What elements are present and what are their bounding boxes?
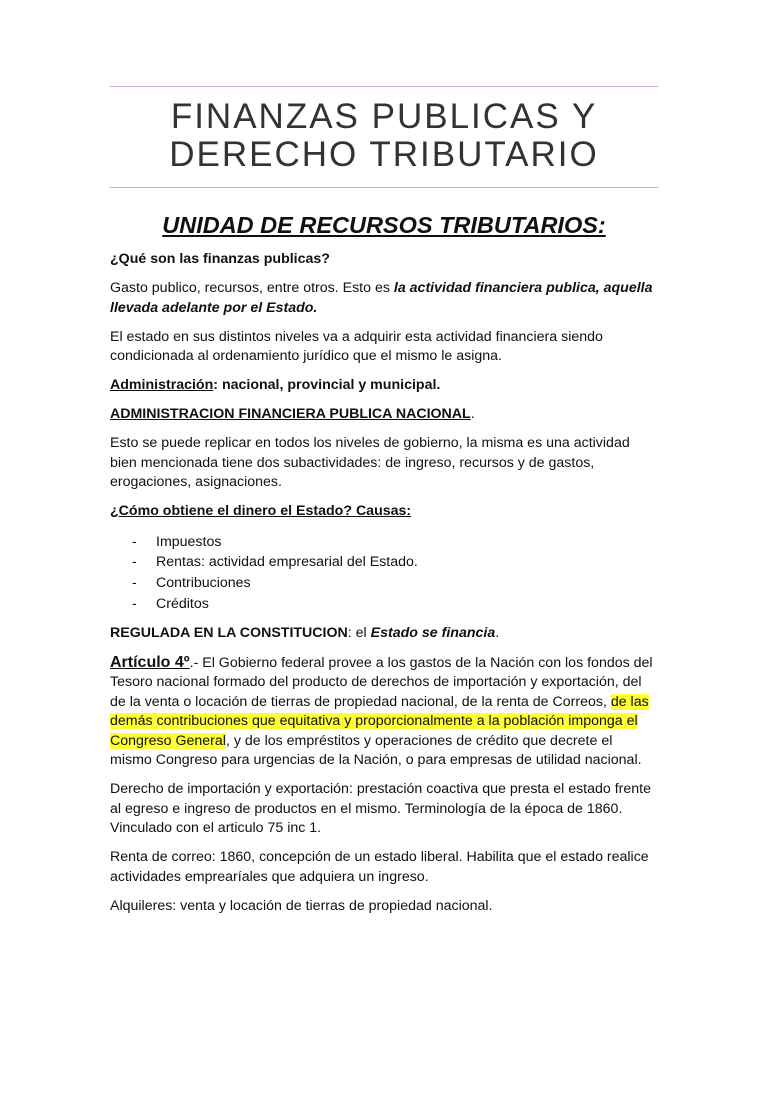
list-dash: - [132, 533, 137, 550]
list-item-text: Impuestos [156, 533, 222, 550]
regulada-italic: Estado se financia [370, 624, 496, 641]
administracion-line [110, 376, 658, 396]
question-finanzas: ¿Qué son las finanzas publicas? [110, 251, 330, 267]
list-item-text: Contribuciones [156, 574, 251, 591]
admin-financiera-tail: . [470, 406, 475, 422]
paragraph-gasto [110, 279, 658, 318]
list-item-text: Rentas: actividad empresarial del Estado. [156, 554, 418, 571]
admin-financiera-label: ADMINISTRACION FINANCIERA PUBLICA NACIONAL [110, 406, 471, 422]
administracion-label: Administración [110, 377, 214, 393]
articulo-4-highlight: de las demás contribuciones que equitativa y proporcionalmente a la población imponga el Congreso General [110, 693, 649, 749]
paragraph-replicar: Esto se puede replicar en todos los niveles de gobierno, la misma es una actividad bien mencionada tiene dos subactividades: de ingreso, recursos y de gastos, erogaciones, asignaciones. [110, 435, 630, 490]
question-dinero: ¿Cómo obtiene el dinero el Estado? Causas: [110, 503, 412, 519]
list-dash: - [132, 554, 137, 571]
paragraph-estado: El estado en sus distintos niveles va a adquirir esta actividad financiera siendo condicionada al ordenamiento jurídico que el mismo le asigna. [110, 328, 603, 364]
paragraph-gasto-emphasis: la actividad financiera publica, aquella llevada adelante por el Estado. [110, 280, 653, 316]
articulo-4-text-before: .- El Gobierno federal provee a los gastos de la Nación con los fondos del Tesoro nacional formado del producto de derechos de importación y exportación, del de la venta o locación de tierras de propiedad nacional, de la renta de Correos, [110, 654, 653, 710]
regulada-bold: REGULADA EN LA CONSTITUCION [110, 624, 348, 641]
unit-heading: UNIDAD DE RECURSOS TRIBUTARIOS: [162, 212, 606, 238]
regulada-mid: : el [347, 624, 371, 641]
causes-list [110, 532, 658, 615]
document-title [110, 87, 658, 187]
list-item [132, 594, 658, 615]
document-page [0, 86, 768, 1110]
list-dash: - [132, 595, 137, 612]
articulo-4-paragraph [110, 653, 658, 771]
list-item-text: Créditos [156, 595, 209, 612]
paragraph-renta-correo: Renta de correo: 1860, concepción de un estado liberal. Habilita que el estado realice actividades emprearíales que adquiera un ingreso. [110, 849, 649, 885]
list-item [132, 552, 658, 573]
articulo-4-label: Artículo 4º [110, 653, 190, 671]
paragraph-alquileres: Alquileres: venta y locación de tierras de propiedad nacional. [110, 897, 493, 914]
title-line-2: DERECHO TRIBUTARIO [169, 135, 599, 174]
paragraph-importacion: Derecho de importación y exportación: prestación coactiva que presta el estado frente al egreso e ingreso de productos en el mismo. Terminología de la época de 1860. Vinculado con el articulo 75 inc 1. [110, 781, 652, 837]
regulada-line [110, 624, 658, 644]
paragraph-gasto-plain: Gasto publico, recursos, entre otros. Esto es [110, 280, 394, 296]
admin-financiera-line [110, 405, 658, 425]
title-line-1: FINANZAS PUBLICAS Y [170, 97, 598, 136]
administracion-rest: : nacional, provincial y municipal. [213, 377, 441, 393]
list-dash: - [132, 574, 137, 591]
regulada-end: . [495, 624, 500, 641]
title-rule-bottom [110, 187, 658, 188]
articulo-4-text-after: , y de los empréstitos y operaciones de crédito que decrete el mismo Congreso para urgencias de la Nación, o para empresas de utilidad nacional. [110, 732, 642, 769]
list-item [132, 532, 658, 553]
list-item [132, 573, 658, 594]
